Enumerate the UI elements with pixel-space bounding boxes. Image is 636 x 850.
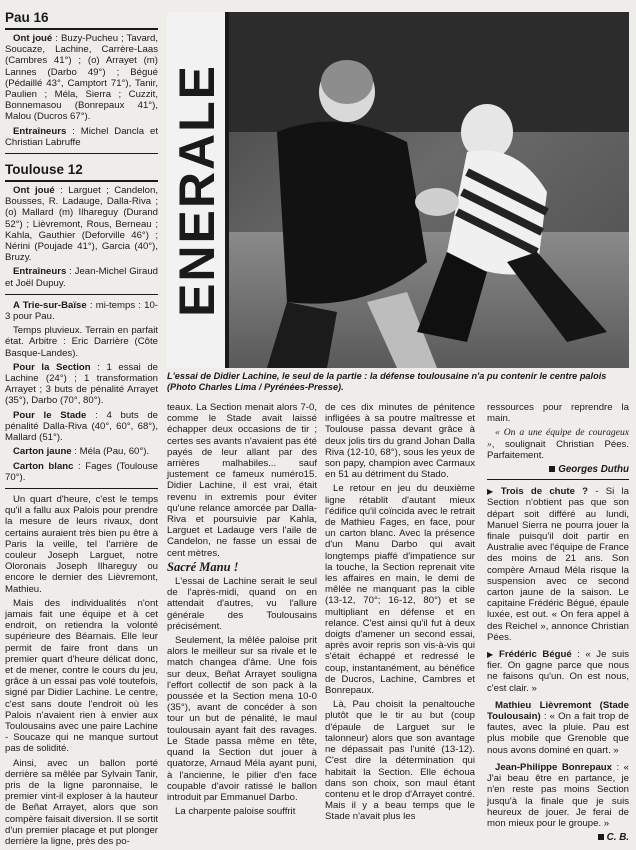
venue-label: A Trie-sur-Baïse bbox=[13, 299, 87, 311]
match-conditions: Temps pluvieux. Terrain en parfait état. Arbitre : Eric Darrière (Côte Basque-Landes). bbox=[5, 325, 158, 359]
brief-item bbox=[487, 762, 629, 829]
yellow-card-text: : Méla (Pau, 60°). bbox=[71, 446, 150, 458]
brief-text: : « J'ai beau être en partance, je n'en reste pas moins Section jusqu'à la finale que je suis heureux de jouer. Je ferai de mon mieux pour le groupe. » bbox=[487, 761, 629, 829]
column-article-2 bbox=[167, 402, 317, 820]
brief-text: - Si la Section n'obtient pas que son départ soit différé au lundi, Manuel Sierra ne pourra jouer la finale puisqu'il doit partir en Australie avec l'équipe de France des moins de 21 ans. Son compère Arnaud Méla risque la suspension avec ce second carton jaune de la saison. Le capitaine Frédéric Bégué, épaule luxée, est out. « On fera appel à des Reichel », annonce Christian Pées. bbox=[487, 486, 629, 643]
white-card-text: : Fages (Toulouse 70°). bbox=[5, 460, 158, 483]
match-photo bbox=[167, 12, 629, 368]
article-paragraph: Mais des individualités n'ont jamais fait une équipe et à cet endroit, on retiendra la volonté supérieure des Béarnais. Elle leur permit de faire front dans un premier quart d'heure délicat donc, et de mener, contre le cours du jeu, grâce à un essai pas volé toutefois, signé par Didier Lachine. Le centre, c'est sans doute l'endroit où les Palois n'avaient rien à envier aux Toulousains avec une paire Lachine - Soucaze qui ne manque surtout pas de solidité. bbox=[5, 597, 158, 755]
venue-text: : mi-temps : 10-3 pour Pau. bbox=[5, 299, 158, 323]
article-paragraph: Le retour en jeu du deuxième ligne rétablit d'autant mieux l'édifice qu'il coïncida avec le retrait de Mathieu Fages, en face, pour un carton blanc. Avec la présence d'un Manu Darbo qui avait longtemps piaffé d'impatience sur la touche, la Section reprenait vite les affaires en main, le demi de mêlée ne manquant pas la cible (13-12, 70°; 16-12, 80°) et se multipliant en défense et en relance. C'est ainsi qu'il fut à deux doigts d'amener un second essai, après avoir repris son vis-à-vis qui s'était échappé et redressé le coup, instantanément, au bénéfice de Ducros, Lachine, Cambres et Bonrepaux. bbox=[325, 483, 475, 697]
quote-text: « On a une équipe de courageux » bbox=[487, 427, 629, 450]
toulouse-lineup-text: : Larguet ; Candelon, Bousses, R. Ladauge, Dalla-Riva ; (o) Mallard (m) Ilhareguy (Durand 52°) ; Lièvremont, Rous, Berneau ; Kahla, Gauthier (Deforville 46°) ; Nérini (Poujade 41°), Garcia (40°), Bruzy. bbox=[5, 185, 158, 264]
yellow-card bbox=[5, 446, 158, 457]
brief-text: : « On a fait trop de fautes, avec la pluie. Pau est plus mobile que Grenoble que nous avons dominé en quart. » bbox=[487, 711, 629, 756]
banner-word: ENERALE bbox=[169, 63, 225, 317]
article-paragraph: teaux. La Section menait alors 7-0, comme le Stade avait laissé échapper deux occasions de tir ; certes ses avants n'avaient pas été payés de leur allant par des arrières malhabiles... sauf justement ce fameux numéro15. Didier Lachine, il est vrai, était revenu in extremis pour éviter qu'une relance amorcée par Dalla-Riva et poursuivie par Kahla, Larguet et Ladauge vers l'aile de Candelon, ne fasse un essai de cent mètres. bbox=[167, 402, 317, 559]
article-paragraph: ressources pour reprendre la main. bbox=[487, 402, 629, 425]
column-briefs bbox=[487, 402, 629, 846]
article-paragraph: de ces dix minutes de pénitence infligées à sa poutre maîtresse et Toulouse passa devant grâce à deux jolis tirs du grand Johan Dalla Riva (12-10, 68°), sous les yeux de son papy, champion avec Carmaux en 51 au détriment du Stado. bbox=[325, 402, 475, 481]
article-paragraph: Un quart d'heure, c'est le temps qu'il a fallu aux Palois pour prendre la mesure de leurs rivaux, dont certains auraient très bien pu être à Paris la veille, tel l'arrière de couleur Joseph Larguet, notre Oloronais Joseph Ilhareguy ou encore le dernier des Lièvremont, Mathieu. bbox=[5, 493, 158, 595]
pau-coaches-text: : Michel Dancla et Christian Labruffe bbox=[5, 125, 158, 148]
stade-scorers-label: Pour le Stade bbox=[13, 409, 87, 421]
pau-lineup-label: Ont joué bbox=[13, 33, 53, 44]
quote-tail: , soulignait Christian Pées. Parfaitement. bbox=[487, 438, 629, 461]
article-paragraph: La charpente paloise souffrit bbox=[175, 806, 296, 818]
pau-team-title: Pau 16 bbox=[5, 10, 158, 30]
pau-lineup-text: : Buzy-Pucheu ; Tavard, Soucaze, Lachine, Carrère-Laas (Cambres 41°) ; (o) Arrayet (m) Lannes (Darbo 49°) ; Bégué (Pédaillé 43°, Camptort 71°), Tanir, Paulien ; Méla, Sierra ; Cuzzit, Bonnemasou (Bonrepaux 41°), Malou (Ducros 67°). bbox=[5, 33, 159, 123]
divider bbox=[487, 479, 629, 480]
stade-scorers-text: : 4 buts de pénalité Dalla-Riva (40°, 60°, 68°), Mallard (51°). bbox=[5, 409, 159, 444]
author-signature bbox=[487, 832, 629, 843]
section-scorers-label: Pour la Section bbox=[13, 361, 91, 373]
square-bullet-icon bbox=[598, 834, 604, 840]
column-team-sheets bbox=[5, 10, 158, 850]
brief-title: Jean-Philippe Bonrepaux bbox=[495, 761, 612, 773]
triangle-bullet-icon: ▶ bbox=[487, 650, 497, 660]
triangle-bullet-icon: ▶ bbox=[487, 487, 498, 497]
column-article-3 bbox=[325, 402, 475, 826]
rugby-tackle-image bbox=[167, 12, 629, 368]
white-card bbox=[5, 461, 158, 483]
divider bbox=[5, 153, 158, 154]
brief-text: : « Je suis fier. On gagne parce que nous ne faisons qu'un. On est nous, c'est clair. » bbox=[487, 649, 629, 694]
article-subhead: Sacré Manu ! bbox=[167, 559, 239, 574]
brief-item bbox=[487, 649, 629, 694]
author-name: Georges Duthu bbox=[558, 464, 629, 476]
toulouse-team-title: Toulouse 12 bbox=[5, 162, 158, 182]
divider bbox=[5, 488, 158, 489]
brief-item bbox=[487, 486, 629, 643]
brief-title: Frédéric Bégué bbox=[499, 649, 572, 661]
square-bullet-icon bbox=[549, 466, 555, 472]
match-venue bbox=[5, 300, 158, 322]
article-paragraph: L'essai de Lachine serait le seul de l'après-midi, quand on en attendait d'autres, vu l'allure générale des Toulousains précisément. bbox=[167, 576, 317, 632]
banner-overlay bbox=[167, 12, 227, 368]
toulouse-coaches-label: Entraîneurs bbox=[13, 266, 67, 278]
toulouse-coaches-text: : Jean-Michel Giraud et Joël Dupuy. bbox=[5, 266, 158, 289]
pau-lineup bbox=[5, 33, 158, 123]
brief-title: Mathieu Lièvremont (Stade Toulousain) bbox=[487, 699, 629, 723]
toulouse-coaches bbox=[5, 266, 158, 288]
stade-scorers bbox=[5, 410, 158, 444]
article-paragraph: Ainsi, avec un ballon porté derrière sa mêlée par Sylvain Tanir, pris de la ligne paronnaise, le premier vint-il exploser à la hauteur de Beñat Arrayet, alors que son compère faisait diversion. Il se sortit d'un premier placage et put plonger derrière la ligne, près des po- bbox=[5, 757, 158, 847]
divider bbox=[5, 294, 158, 295]
quote-paragraph bbox=[487, 427, 629, 461]
toulouse-lineup bbox=[5, 185, 158, 263]
photo-caption: L'essai de Didier Lachine, le seul de la partie : la défense toulousaine n'a pu contenir le centre palois (Photo Charles Lima / Pyrénées-Presse). bbox=[167, 371, 607, 392]
yellow-card-label: Carton jaune bbox=[13, 446, 72, 458]
article-paragraph: Là, Pau choisit la penaltouche plutôt que le tir au but (coup d'épaule de Larguet sur le talonneur) alors que son avantage ne dépassait pas l'unité (13-12). C'est dire la détermination qui habitait la Section. Elle échoua dans son choix, son maul étant contenu et le drop d'Arrayet contré. Mais il y a beau temps que le Stade n'avait plus les bbox=[325, 699, 475, 823]
white-card-label: Carton blanc bbox=[13, 460, 74, 472]
brief-title: Trois de chute ? bbox=[500, 486, 589, 498]
pau-coaches bbox=[5, 126, 158, 148]
article-paragraph: Seulement, la mêlée paloise prit alors le meilleur sur sa rivale et le match changea d'âme. Une fois sur deux, Beñat Arrayet souligna l'effort collectif de son pack à la poussée et la Section mena 10-0 (35°), avant de concéder à son tour un but de pénalité, le maul toulousain ayant fait des ravages. Le Stade passa même en tête, quand la Section dut jouer à quatorze, Arnaud Méla ayant puni, à l'ancienne, le pilier d'en face coupable d'avoir ratissé le ballon introduit par Emmanuel Darbo. bbox=[167, 635, 317, 803]
section-scorers bbox=[5, 362, 158, 407]
author-name: C. B. bbox=[606, 832, 629, 844]
section-scorers-text: : 1 essai de Lachine (24°) ; 1 transformation Arrayet ; 3 buts de pénalité Arrayet (35°), Darbo (70°, 80°). bbox=[5, 361, 159, 407]
brief-item bbox=[487, 700, 629, 756]
pau-coaches-label: Entraîneurs bbox=[13, 125, 67, 137]
toulouse-lineup-label: Ont joué bbox=[13, 185, 55, 197]
author-signature bbox=[487, 464, 629, 475]
